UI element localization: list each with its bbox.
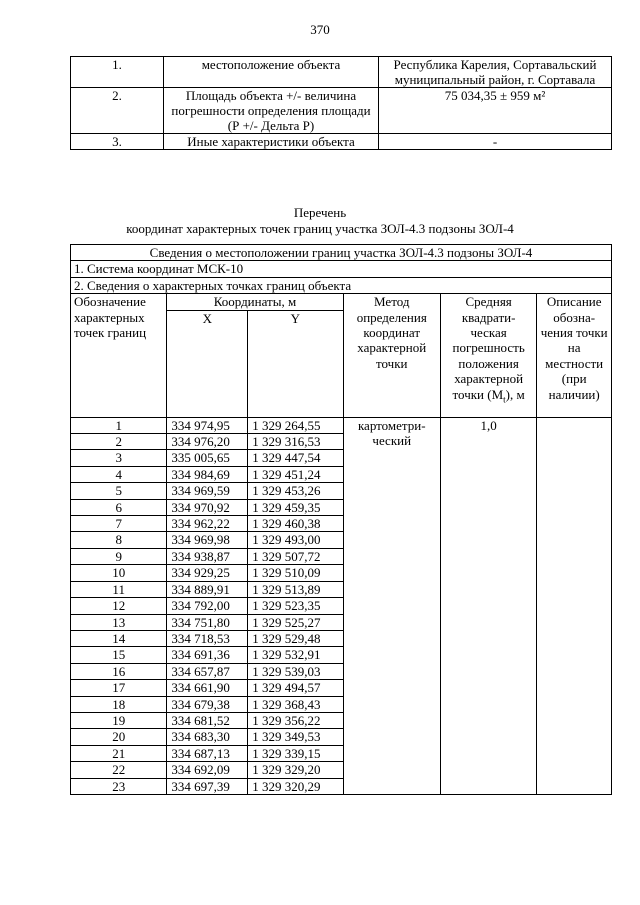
characteristic-value: -: [379, 134, 612, 150]
characteristic-name: Площадь объекта +/- величина погрешности определения площади (Р +/- Дельта Р): [164, 88, 379, 134]
section-title: 2. Сведения о характерных точках границ объекта: [71, 277, 612, 293]
coord-y: 1 329 507,72: [248, 548, 343, 564]
coord-y: 1 329 532,91: [248, 647, 343, 663]
point-number: 10: [71, 565, 167, 581]
point-number: 1: [71, 417, 167, 433]
coordinate-system: 1. Система координат МСК-10: [71, 261, 612, 277]
coord-y: 1 329 447,54: [248, 450, 343, 466]
point-number: 13: [71, 614, 167, 630]
coord-y: 1 329 539,03: [248, 663, 343, 679]
point-number: 15: [71, 647, 167, 663]
coord-y: 1 329 316,53: [248, 434, 343, 450]
coord-y: 1 329 493,00: [248, 532, 343, 548]
coord-y: 1 329 368,43: [248, 696, 343, 712]
coord-x: 334 938,87: [167, 548, 248, 564]
point-number: 22: [71, 762, 167, 778]
table-row: [71, 277, 612, 293]
coord-x: 334 792,00: [167, 598, 248, 614]
coord-x: 334 929,25: [167, 565, 248, 581]
table-row: [71, 261, 612, 277]
characteristic-name: местоположение объекта: [164, 57, 379, 88]
coord-y: 1 329 264,55: [248, 417, 343, 433]
header-coordinates: Координаты, м: [167, 294, 343, 310]
coord-y: 1 329 329,20: [248, 762, 343, 778]
characteristic-value: 75 034,35 ± 959 м²: [379, 88, 612, 134]
coord-x: 334 970,92: [167, 499, 248, 515]
coord-y: 1 329 529,48: [248, 630, 343, 646]
list-heading: [0, 205, 640, 237]
point-number: 18: [71, 696, 167, 712]
coord-x: 334 691,36: [167, 647, 248, 663]
row-number: 1.: [71, 57, 164, 88]
coord-x: 334 962,22: [167, 516, 248, 532]
coord-y: 1 329 453,26: [248, 483, 343, 499]
coord-y: 1 329 523,35: [248, 598, 343, 614]
coord-x: 334 751,80: [167, 614, 248, 630]
coord-y: 1 329 525,27: [248, 614, 343, 630]
point-number: 3: [71, 450, 167, 466]
coord-y: 1 329 349,53: [248, 729, 343, 745]
characteristic-value: Республика Карелия, Сортавальский муниципальный район, г. Сортавала: [379, 57, 612, 88]
description-cell: [537, 417, 612, 794]
point-number: 5: [71, 483, 167, 499]
point-number: 23: [71, 778, 167, 794]
header-method: Метод определения координат характерной точки: [343, 294, 440, 417]
point-number: 16: [71, 663, 167, 679]
header-error-subscript: t: [503, 394, 506, 405]
header-designation: Обозначение характерных точек границ: [71, 294, 167, 417]
coord-x: 334 683,30: [167, 729, 248, 745]
table-row: [71, 245, 612, 261]
coord-x: 334 718,53: [167, 630, 248, 646]
point-number: 20: [71, 729, 167, 745]
point-number: 7: [71, 516, 167, 532]
coord-y: 1 329 460,38: [248, 516, 343, 532]
characteristic-name: Иные характеристики объекта: [164, 134, 379, 150]
coord-x: 334 692,09: [167, 762, 248, 778]
header-error-tail: ), м: [505, 386, 525, 402]
table-title: Сведения о местоположении границ участка ЗОЛ-4.3 подзоны ЗОЛ-4: [71, 245, 612, 261]
header-y: Y: [248, 310, 343, 417]
method-cell: картометри-ческий: [343, 417, 440, 794]
coord-x: 334 984,69: [167, 466, 248, 482]
coord-x: 334 661,90: [167, 680, 248, 696]
coord-x: 334 681,52: [167, 712, 248, 728]
coord-x: 334 976,20: [167, 434, 248, 450]
coord-y: 1 329 451,24: [248, 466, 343, 482]
object-characteristics-table: [70, 56, 612, 150]
heading-title: Перечень: [293, 205, 347, 220]
coord-y: 1 329 459,35: [248, 499, 343, 515]
heading-subtitle: координат характерных точек границ участка ЗОЛ-4.3 подзоны ЗОЛ-4: [126, 221, 514, 236]
row-number: 2.: [71, 88, 164, 134]
page-number: 370: [310, 22, 330, 37]
coord-x: 335 005,65: [167, 450, 248, 466]
coord-x: 334 969,59: [167, 483, 248, 499]
coord-y: 1 329 356,22: [248, 712, 343, 728]
coord-x: 334 657,87: [167, 663, 248, 679]
point-number: 9: [71, 548, 167, 564]
coordinates-table: [70, 244, 612, 795]
coord-x: 334 974,95: [167, 417, 248, 433]
point-number: 11: [71, 581, 167, 597]
coord-x: 334 889,91: [167, 581, 248, 597]
point-number: 12: [71, 598, 167, 614]
coord-y: 1 329 513,89: [248, 581, 343, 597]
header-x: X: [167, 310, 248, 417]
coord-x: 334 697,39: [167, 778, 248, 794]
point-number: 21: [71, 745, 167, 761]
table-row: [71, 57, 612, 88]
coord-x: 334 687,13: [167, 745, 248, 761]
table-row: [71, 417, 612, 433]
point-number: 2: [71, 434, 167, 450]
coord-y: 1 329 339,15: [248, 745, 343, 761]
point-number: 4: [71, 466, 167, 482]
header-error-main: Средняя квадрати-ческая погрешность положения характерной точки (M: [452, 294, 525, 402]
row-number: 3.: [71, 134, 164, 150]
coord-y: 1 329 320,29: [248, 778, 343, 794]
point-number: 17: [71, 680, 167, 696]
point-number: 6: [71, 499, 167, 515]
coord-y: 1 329 494,57: [248, 680, 343, 696]
table-header-row: [71, 294, 612, 310]
point-number: 8: [71, 532, 167, 548]
coord-x: 334 969,98: [167, 532, 248, 548]
point-number: 19: [71, 712, 167, 728]
error-cell: 1,0: [440, 417, 536, 794]
coord-y: 1 329 510,09: [248, 565, 343, 581]
header-error: [440, 294, 536, 417]
coord-x: 334 679,38: [167, 696, 248, 712]
point-number: 14: [71, 630, 167, 646]
table-row: [71, 134, 612, 150]
header-description: Описание обозна-чения точки на местности (при наличии): [537, 294, 612, 417]
table-row: [71, 88, 612, 134]
